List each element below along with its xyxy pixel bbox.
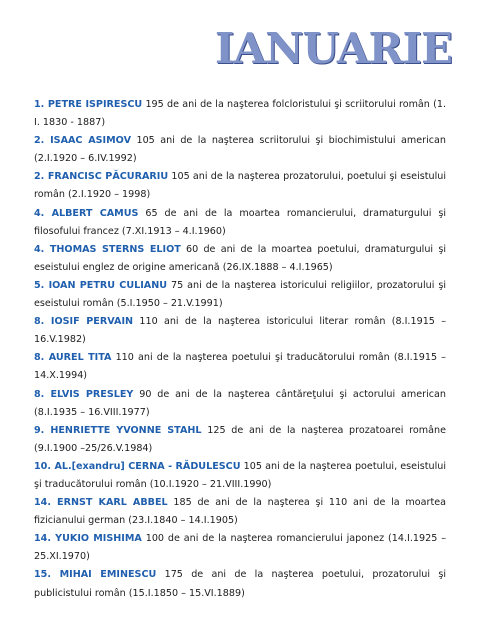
entry-number: 4. — [34, 243, 45, 255]
entry-text: 110 ani de la naşterea poetului şi traducătorului român (8.I.1915 – 14.X.1994) — [34, 352, 446, 382]
entry-text: 110 ani de la naşterea istoricului literar român (8.I.1915 – 16.V.1982) — [34, 316, 446, 346]
list-item — [34, 349, 446, 385]
entry-person: FRANCISC PĂCURARIU — [47, 171, 169, 183]
entry-person: AL.[exandru] CERNA - RĂDULESCU — [54, 460, 241, 472]
list-item — [34, 386, 446, 422]
entry-person: PETRE ISPIRESCU — [47, 99, 143, 110]
list-item — [34, 313, 446, 349]
list-item — [34, 241, 446, 277]
entry-person: AUREL TITA — [48, 352, 112, 364]
list-item — [34, 277, 446, 313]
list-item — [34, 494, 446, 530]
entry-number: 8. — [34, 388, 45, 400]
entry-person: ISAAC ASIMOV — [50, 135, 131, 147]
entry-text: 175 de ani de la naşterea poetului, prozatorului şi publicistului român (15.I.1850 – 15.VI.1889) — [34, 569, 446, 599]
anniversary-list — [34, 96, 446, 603]
entry-number: 2. — [34, 171, 45, 183]
entry-number: 2. — [34, 135, 45, 147]
entry-number: 4. — [34, 207, 45, 219]
entry-number: 5. — [34, 279, 45, 291]
entry-number: 9. — [34, 424, 45, 436]
entry-person: MIHAI EMINESCU — [59, 569, 157, 581]
list-item — [34, 422, 446, 458]
entry-number: 14. — [34, 497, 51, 509]
entry-text: 105 ani de la naşterea prozatorului, poetului şi eseistului român (2.I.1920 – 1998) — [34, 171, 446, 201]
entry-person: ERNST KARL ABBEL — [57, 497, 168, 509]
entry-text: 90 de ani de la naşterea cântăreţului şi actorului american (8.I.1935 – 16.VIII.1977) — [34, 388, 446, 418]
entry-text: 105 ani de la naşterea scriitorului şi biochimistului american (2.I.1920 – 6.IV.1992) — [34, 135, 446, 165]
entry-text: 60 de ani de la moartea poetului, dramaturgului şi eseistului englez de origine americană (26.IX.1888 – 4.I.1965) — [34, 243, 446, 273]
list-item — [34, 132, 446, 168]
entry-number: 10. — [34, 460, 51, 472]
page-title: IANUARIE — [214, 24, 452, 73]
list-item — [34, 458, 446, 494]
list-item — [34, 205, 446, 241]
entry-text: 75 ani de la naşterea istoricului religiilor, prozatorului şi eseistului român (5.I.1950 – 21.V.1991) — [34, 279, 446, 310]
entry-person: ELVIS PRESLEY — [50, 388, 134, 400]
entry-text: 105 ani de la naşterea poetului, eseistului şi traducătorului român (10.I.1920 – 21.VIII.1990) — [34, 460, 446, 490]
entry-person: THOMAS STERNS ELIOT — [49, 243, 181, 255]
list-item — [34, 566, 446, 602]
entry-number: 1. — [34, 99, 45, 110]
list-item — [34, 168, 446, 204]
entry-person: HENRIETTE YVONNE STAHL — [50, 424, 202, 436]
entry-text: 65 de ani de la moartea romancierului, dramaturgului şi filosofului francez (7.XI.1913 – 4.I.1960) — [34, 207, 446, 237]
entry-text: 100 de ani de la naşterea romancierului japonez (14.I.1925 – 25.XI.1970) — [34, 533, 446, 563]
entry-number: 8. — [34, 352, 45, 364]
list-item — [34, 96, 446, 132]
entry-person: IOSIF PERVAIN — [50, 316, 134, 328]
entry-text: 185 de ani de la naşterea şi 110 ani de la moartea fizicianului german (23.I.1840 – 14.I.1905) — [34, 497, 446, 527]
entry-person: IOAN PETRU CULIANU — [48, 279, 168, 291]
entry-number: 8. — [34, 316, 45, 328]
entry-number: 15. — [34, 569, 51, 581]
entry-person: YUKIO MISHIMA — [55, 533, 142, 545]
entry-text: 125 de ani de la naşterea prozatoarei române (9.I.1900 –25/26.V.1984) — [34, 424, 446, 454]
entry-text: 195 de ani de la naşterea folcloristului şi scriitorului român (1. I. 1830 - 1887) — [34, 99, 447, 129]
list-item — [34, 530, 446, 566]
entry-number: 14. — [34, 533, 51, 545]
entry-person: ALBERT CAMUS — [51, 207, 139, 219]
